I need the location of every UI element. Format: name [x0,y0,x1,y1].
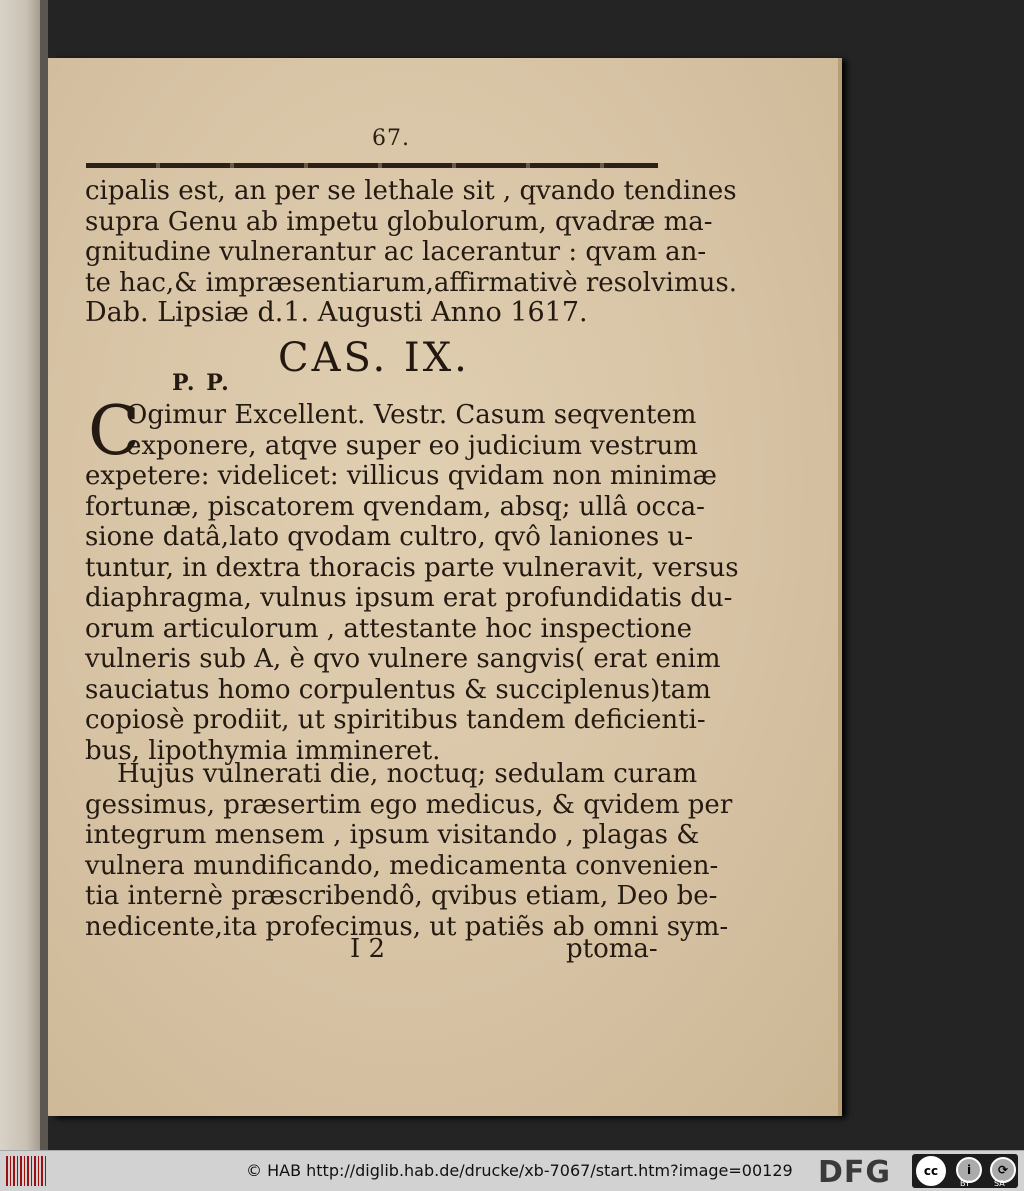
cc-license-badge[interactable] [912,1154,1018,1188]
hab-logo-icon[interactable] [6,1156,46,1186]
opening-lines [85,176,738,329]
date-line: Dab. Lipsiæ d.1. Augusti Anno 1617. [85,297,588,328]
text-line: tia internè præscribendô, qvibus etiam, Deo be- [85,881,718,911]
adjacent-page-edge [0,0,48,1150]
text-line: gessimus, præsertim ego medicus, & qvidem per [85,789,733,820]
drop-cap: C [88,392,141,471]
text-line: te hac,& impræsentiarum,affirmativè resolvimus. [85,267,738,298]
text-line: Ogimur Excellent. Vestr. Casum seqventem [126,400,697,430]
text-line: diaphragma, vulnus ipsum erat profundidatis du- [85,583,733,613]
binding-shadow [40,0,48,1150]
text-line: expetere: videlicet: villicus qvidam non minimæ [85,461,717,491]
license-sa-label: SA [994,1179,1005,1188]
text-line: bus, lipothymia immineret. [85,735,441,766]
copyright-link[interactable]: © HAB http://diglib.hab.de/drucke/xb-7067/start.htm?image=00129 [246,1161,793,1180]
text-line: fortunæ, piscatorem qvendam, absq; ullâ occa- [85,491,705,522]
paragraph-2 [85,759,733,942]
paragraph-1-indented [126,400,698,461]
text-line: copiosè prodiit, ut spiritibus tandem deficienti- [85,705,706,735]
dfg-logo[interactable]: DFG [818,1155,892,1190]
paragraph-1 [85,461,739,766]
text-line: sione datâ,lato qvodam cultro, qvô laniones u- [85,522,694,552]
text-line: nedicente,ita profecimus, ut patiẽs ab omni sym- [85,911,729,942]
signature-mark: I 2 [350,934,386,964]
text-line: vulnera mundificando, medicamenta convenien- [85,850,719,881]
share-alike-icon: ⟳ [990,1157,1016,1183]
text-line: exponere, atqve super eo judicium vestrum [126,430,698,461]
page-number: 67. [372,126,410,151]
salutation: P. P. [172,370,231,396]
text-line: tuntur, in dextra thoracis parte vulneravit, versus [85,552,739,583]
text-line: orum articulorum , attestante hoc inspectione [85,613,693,644]
text-line: vulneris sub A, è qvo vulnere sangvis( erat enim [85,644,721,674]
text-line: gnitudine vulnerantur ac lacerantur : qvam an- [85,237,707,267]
viewer-footer-bar [0,1150,1024,1191]
case-heading: CAS. IX. [278,335,470,381]
license-by-label: BY [960,1179,970,1188]
attribution-icon: i [956,1157,982,1183]
text-line: Hujus vulnerati die, noctuq; sedulam curam [117,759,698,789]
cc-icon: cc [916,1156,946,1186]
bleed-through-text [240,330,249,363]
text-line: integrum mensem , ipsum visitando , plagas & [85,820,700,850]
header-rule [86,163,658,168]
catchword: ptoma- [566,934,658,964]
text-line: sauciatus homo corpulentus & succiplenus)tam [85,674,711,705]
text-line: cipalis est, an per se lethale sit , qvando tendines [85,176,737,206]
text-line: supra Genu ab impetu globulorum, qvadræ ma- [85,206,713,237]
